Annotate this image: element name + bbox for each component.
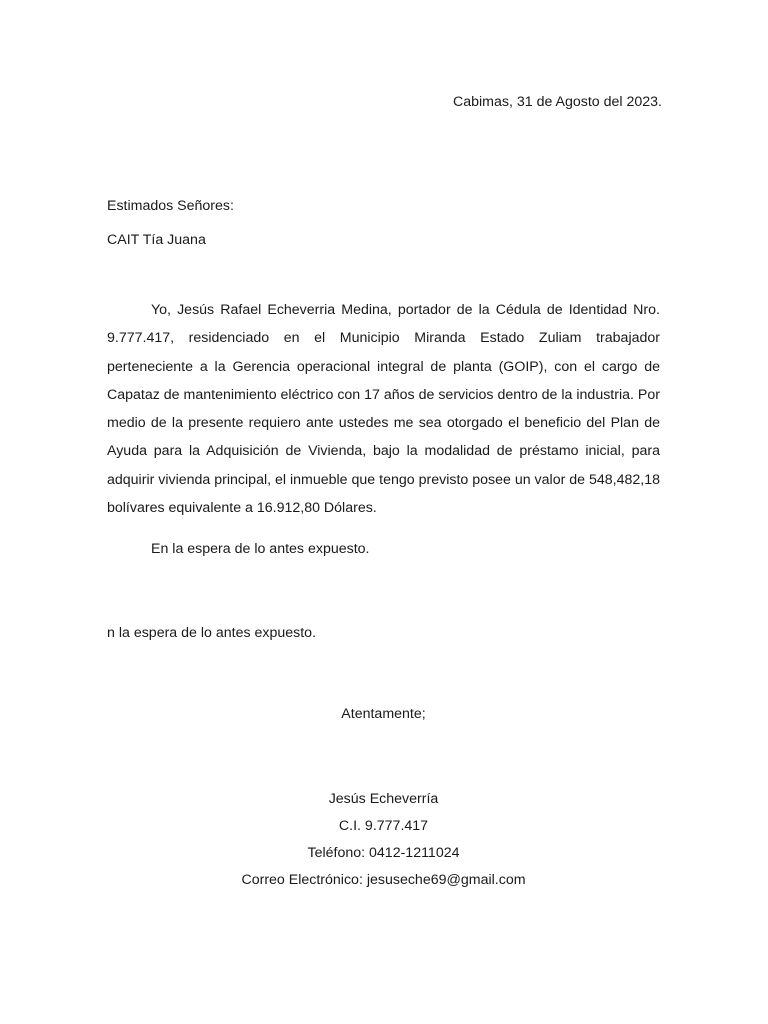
signer-id-number: C.I. 9.777.417: [338, 818, 429, 834]
body-paragraph: Yo, Jesús Rafael Echeverria Medina, portador de la Cédula de Identidad Nro. 9.777.417, residenciado en el Municipio Miranda Estado Zuliam trabajador perteneciente a la Gerencia operacional integral de planta (GOIP), con el cargo de Capataz de mantenimiento eléctrico con 17 años de servicios dentro de la industria. Por medio de la presente requiero ante ustedes me sea otorgado el beneficio del Plan de Ayuda para la Adquisición de Vivienda, bajo la modalidad de préstamo inicial, para adquirir vivienda principal, el inmueble que tengo previsto posee un valor de 548,482,18 bolívares equivalente a 16.912,80 Dólares.: [107, 302, 660, 517]
signer-email: Correo Electrónico: jesuseche69@gmail.com: [241, 872, 526, 888]
stray-text-line: n la espera de lo antes expuesto.: [107, 625, 317, 641]
date-line: Cabimas, 31 de Agosto del 2023.: [452, 94, 662, 110]
sign-off: Atentamente;: [341, 706, 426, 722]
signer-name: Jesús Echeverría: [328, 791, 439, 807]
closing-paragraph: En la espera de lo antes expuesto.: [151, 541, 370, 557]
recipient: CAIT Tía Juana: [107, 232, 206, 248]
signer-phone: Teléfono: 0412-1211024: [307, 845, 460, 861]
signature-block: [107, 786, 660, 894]
salutation: Estimados Señores:: [107, 198, 234, 214]
